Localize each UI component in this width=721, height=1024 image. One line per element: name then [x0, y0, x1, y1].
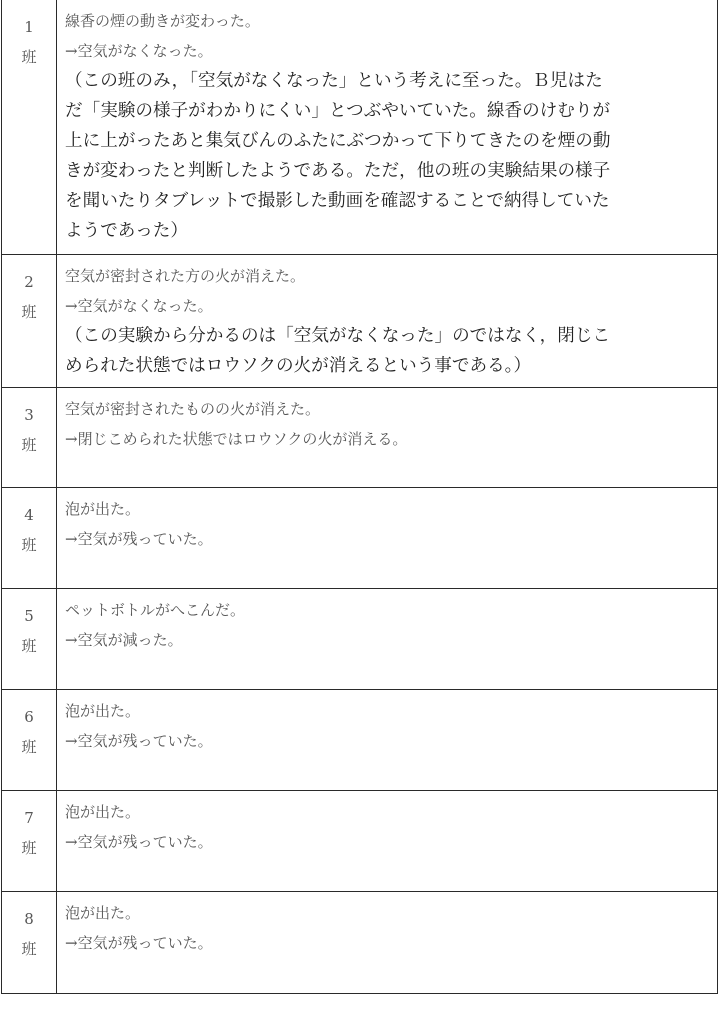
result-text: →空気が減った。 [65, 630, 183, 649]
group-suffix: 班 [21, 939, 37, 958]
observation-text: 泡が出た。 [65, 499, 141, 518]
observation-cell [57, 891, 718, 993]
results-table [1, 0, 718, 994]
group-number: 1 [24, 18, 34, 36]
result-text: →空気が残っていた。 [65, 933, 213, 952]
table-row [2, 387, 718, 487]
observation-text: 空気が密封された方の火が消えた。 [65, 266, 306, 285]
group-label-cell [2, 0, 57, 254]
group-suffix: 班 [21, 636, 37, 655]
group-suffix: 班 [21, 535, 37, 554]
observation-text: ペットボトルがへこんだ。 [65, 600, 246, 619]
observation-cell [57, 790, 718, 891]
group-number: 6 [24, 707, 34, 726]
table-row [2, 588, 718, 689]
observation-cell [57, 588, 718, 689]
teacher-note-line: （この実験から分かるのは「空気がなくなった」のではなく，閉じこ [65, 325, 611, 346]
result-text: →空気が残っていた。 [65, 731, 213, 750]
teacher-note-line: を聞いたりタブレットで撮影した動画を確認することで納得していた [65, 191, 610, 211]
table-row [2, 487, 718, 588]
observation-text: 空気が密封されたものの火が消えた。 [65, 399, 321, 418]
group-suffix: 班 [21, 737, 37, 756]
observation-text: 泡が出た。 [65, 701, 141, 720]
observation-cell [57, 689, 718, 790]
group-number: 2 [24, 272, 34, 291]
group-number: 7 [24, 808, 34, 827]
observation-cell [57, 387, 718, 487]
group-label-cell [2, 254, 57, 387]
group-number: 3 [24, 405, 34, 424]
teacher-note-line: きが変わったと判断したようである。ただ，他の班の実験結果の様子 [65, 161, 611, 181]
teacher-note-line: められた状態ではロウソクの火が消えるという事である。） [65, 355, 532, 376]
table-row [2, 0, 718, 254]
group-suffix: 班 [21, 302, 37, 321]
teacher-note-line: 上に上がったあと集気びんのふたにぶつかって下りてきたのを煙の動 [65, 131, 611, 151]
group-label-cell [2, 790, 57, 891]
observation-cell [57, 487, 718, 588]
group-label-cell [2, 387, 57, 487]
result-text: →空気が残っていた。 [65, 529, 213, 548]
result-text: →空気が残っていた。 [65, 832, 213, 851]
group-number: 5 [24, 606, 34, 625]
group-number: 4 [24, 505, 34, 524]
observation-text: 泡が出た。 [65, 802, 141, 821]
table-row [2, 891, 718, 993]
result-text: →閉じこめられた状態ではロウソクの火が消える。 [65, 429, 408, 448]
table-row [2, 254, 718, 387]
teacher-note-line: ようであった） [65, 221, 188, 241]
observation-cell [57, 0, 718, 254]
group-label-cell [2, 487, 57, 588]
group-suffix: 班 [21, 48, 37, 66]
teacher-note-line: （この班のみ，「空気がなくなった」という考えに至った。Ｂ児はた [65, 71, 603, 91]
observation-text: 泡が出た。 [65, 903, 141, 922]
group-suffix: 班 [21, 435, 37, 454]
table-row [2, 689, 718, 790]
group-number: 8 [24, 909, 34, 928]
group-suffix: 班 [21, 838, 37, 857]
teacher-note-line: だ「実験の様子がわかりにくい」とつぶやいていた。線香のけむりが [65, 101, 611, 121]
observation-cell [57, 254, 718, 387]
result-text: →空気がなくなった。 [65, 42, 213, 60]
observation-text: 線香の煙の動きが変わった。 [65, 12, 260, 30]
group-label-cell [2, 689, 57, 790]
result-text: →空気がなくなった。 [65, 296, 213, 315]
group-label-cell [2, 588, 57, 689]
table-row [2, 790, 718, 891]
group-label-cell [2, 891, 57, 993]
